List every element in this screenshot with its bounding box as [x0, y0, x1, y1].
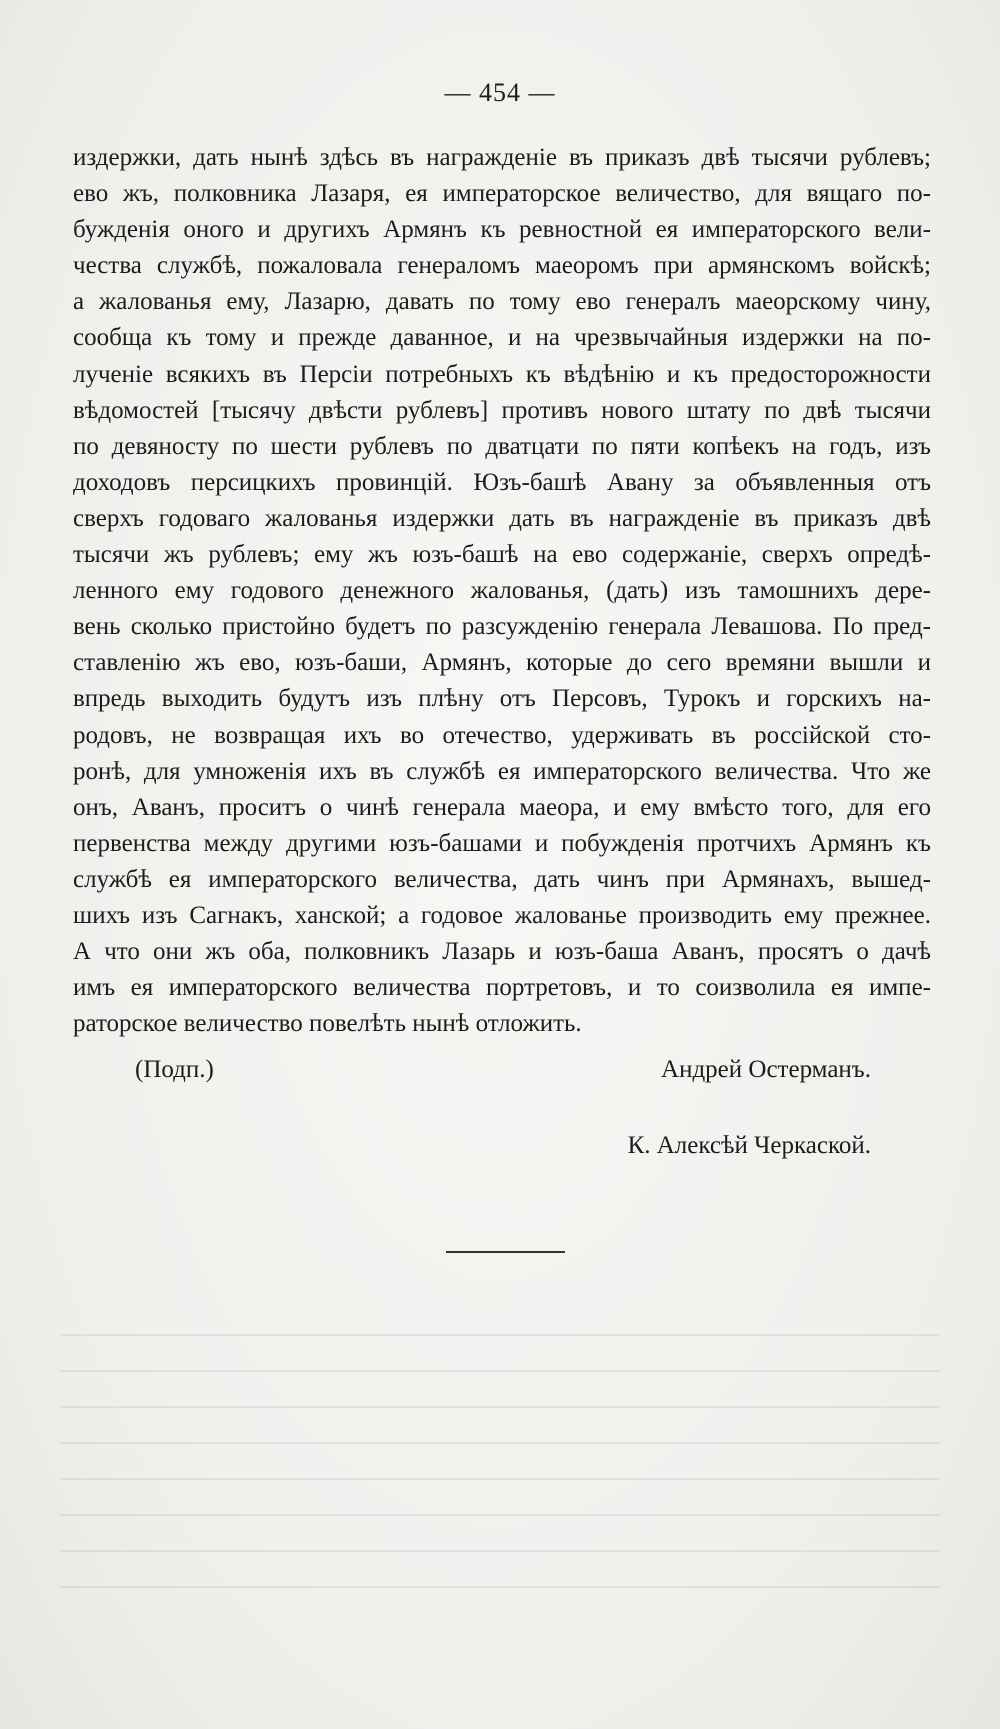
- signature-mark: (Подп.): [135, 1056, 214, 1083]
- text-line: ленного ему годового денежного жалованья, (дать) изъ тамошнихъ дере-: [73, 577, 931, 605]
- signatory-cherkasky: К. Алексѣй Черкаской.: [627, 1132, 871, 1159]
- text-line: доходовъ персицкихъ провинцій. Юзъ-башѣ Авану за объявленныя отъ: [73, 468, 931, 496]
- text-line: по девяносту по шести рублевъ по дватцати по пяти копѣекъ на годъ, изъ: [73, 432, 931, 460]
- text-line: сверхъ годоваго жалованья издержки дать въ награжденіе въ приказъ двѣ: [73, 504, 931, 532]
- text-line: ево жъ, полковника Лазаря, ея императорское величество, для вящаго по-: [73, 180, 931, 208]
- text-line: родовъ, не возвращая ихъ во отечество, удерживать въ россійской сто-: [73, 721, 931, 749]
- text-line: издержки, дать нынѣ здѣсь въ награжденіе въ приказъ двѣ тысячи рублевъ;: [73, 144, 931, 171]
- signatory-osterman: Андрей Остерманъ.: [661, 1056, 871, 1083]
- text-line: чества службѣ, пожаловала генераломъ маеоромъ при армянскомъ войскѣ;: [73, 252, 931, 280]
- text-line: первенства между другими юзъ-башами и побужденія протчихъ Армянъ къ: [73, 829, 931, 857]
- section-end-rule: [446, 1251, 565, 1253]
- text-line: А что они жъ оба, полковникъ Лазарь и юзъ-баша Аванъ, просятъ о дачѣ: [73, 938, 931, 966]
- text-line: имъ ея императорского величества портретовъ, и то соизволила ея импе-: [73, 974, 931, 1002]
- text-line: а жалованья ему, Лазарю, давать по тому ево генералъ маеорскому чину,: [73, 288, 931, 316]
- text-line: вень сколько пристойно будетъ по разсужденію генерала Левашова. По пред-: [73, 613, 931, 641]
- text-line: сообща къ тому и прежде даванное, и на чрезвычайныя издержки на по-: [73, 324, 931, 352]
- body-text: [73, 140, 931, 1042]
- text-line: онъ, Аванъ, проситъ о чинѣ генерала маеора, и ему вмѣсто того, для его: [73, 793, 931, 821]
- page-number: — 454 —: [444, 78, 556, 107]
- text-line: вѣдомостей [тысячу двѣсти рублевъ] противъ нового штату по двѣ тысячи: [73, 396, 931, 424]
- text-line: шихъ изъ Сагнакъ, ханской; а годовое жалованье производить ему прежнее.: [73, 901, 931, 929]
- bleed-through-shadow: [60, 1300, 940, 1680]
- text-line: ставленію жъ ево, юзъ-баши, Армянъ, которые до сего времяни вышли и: [73, 649, 931, 677]
- text-line: бужденія оного и другихъ Армянъ къ ревностной ея императорского вели-: [73, 216, 931, 244]
- text-line-last: раторское величество повелѣть нынѣ отложить.: [73, 1010, 582, 1038]
- text-line: службѣ ея императорского величества, дать чинъ при Армянахъ, вышед-: [73, 865, 931, 893]
- text-line: тысячи жъ рублевъ; ему жъ юзъ-башѣ на ево содержаніе, сверхъ опредѣ-: [73, 541, 931, 569]
- text-line: лученіе всякихъ въ Персіи потребныхъ къ вѣдѣнію и къ предосторожности: [73, 360, 931, 388]
- text-line: впредь выходить будутъ изъ плѣну отъ Персовъ, Турокъ и горскихъ на-: [73, 685, 931, 713]
- text-line: ронѣ, для умноженія ихъ въ службѣ ея императорского величества. Что же: [73, 757, 931, 785]
